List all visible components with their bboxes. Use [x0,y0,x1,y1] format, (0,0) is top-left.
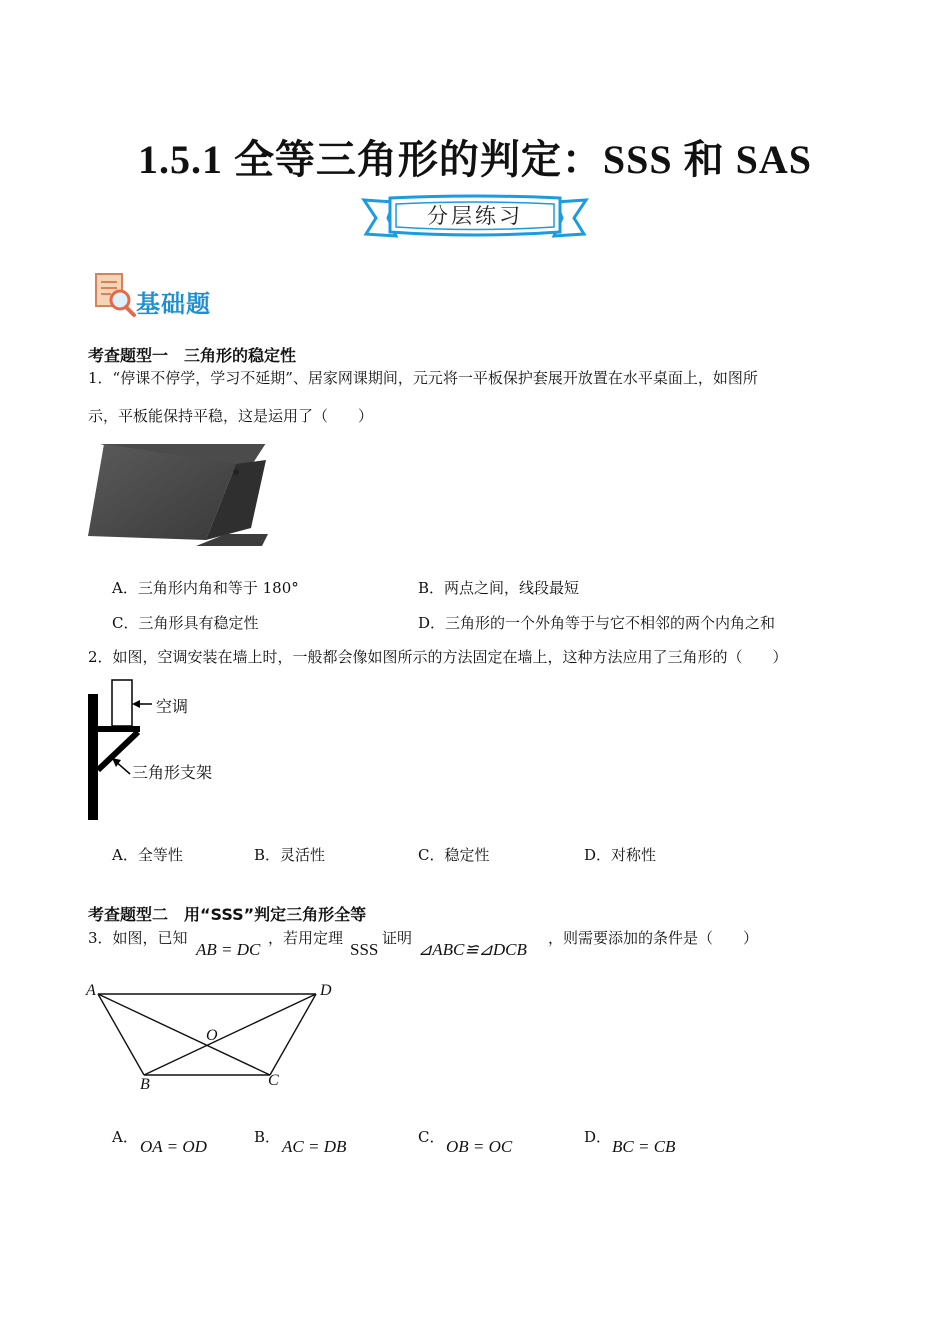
q2-option-a: A．全等性 [112,846,183,864]
question-1-line2: 示，平板能保持平稳，这是运用了（ ） [88,407,374,425]
q2-option-b: B．灵活性 [254,846,326,864]
magnifier-document-icon [92,270,138,318]
label-triangle-bracket: 三角形支架 [132,763,213,782]
point-c: C [268,1072,279,1089]
q3-math-ab-dc: AB = DC [196,940,261,959]
q2-option-d: D．对称性 [584,846,657,864]
q3-option-a: OA = OD [140,1137,207,1156]
section-title-1: 考查题型一 三角形的稳定性 [88,346,297,365]
q2-option-c: C．稳定性 [418,846,490,864]
point-a: A [86,982,96,999]
q3-option-c-label: C． [418,1128,445,1146]
q1-option-a: A．三角形内角和等于 180° [112,579,299,597]
question-1-line1: 1．“停课不停学，学习不延期”、居家网课期间，元元将一平板保护套展开放置在水平桌面上，如图所 [88,369,758,387]
q3-option-b: AC = DB [282,1137,347,1156]
section-title-2: 考查题型二 用“SSS”判定三角形全等 [88,905,367,924]
q3-option-d: BC = CB [612,1137,676,1156]
question-3-suffix: ，则需要添加的条件是（ ） [548,929,759,947]
q1-option-d: D．三角形的一个外角等于与它不相邻的两个内角之和 [418,614,776,632]
ribbon-label: 分层练习 [427,204,523,228]
q3-option-d-label: D． [584,1128,612,1146]
level-label: 基础题 [136,290,211,318]
q1-option-c: C．三角形具有稳定性 [112,614,259,632]
point-d: D [320,982,332,999]
q1-option-b: B．两点之间，线段最短 [418,579,580,597]
label-air-conditioner: 空调 [156,697,189,716]
q3-option-c: OB = OC [446,1137,513,1156]
question-3-mid2: 证明 [382,929,413,947]
q3-sss: SSS [350,940,379,959]
tablet-stand-image [86,440,270,548]
q3-option-b-label: B． [254,1128,281,1146]
question-3-prefix: 3．如图，已知 [88,929,188,947]
q3-math-congruent: ⊿ABC≌⊿DCB [418,940,527,959]
q3-option-a-label: A． [112,1128,138,1146]
question-3-mid1: ，若用定理 [268,929,344,947]
page-title: 1.5.1 全等三角形的判定：SSS 和 SAS [137,137,813,182]
question-2: 2．如图，空调安装在墙上时，一般都会像如图所示的方法固定在墙上，这种方法应用了三角形的（ ） [88,648,788,666]
point-b: B [140,1076,150,1093]
point-o: O [206,1027,218,1044]
